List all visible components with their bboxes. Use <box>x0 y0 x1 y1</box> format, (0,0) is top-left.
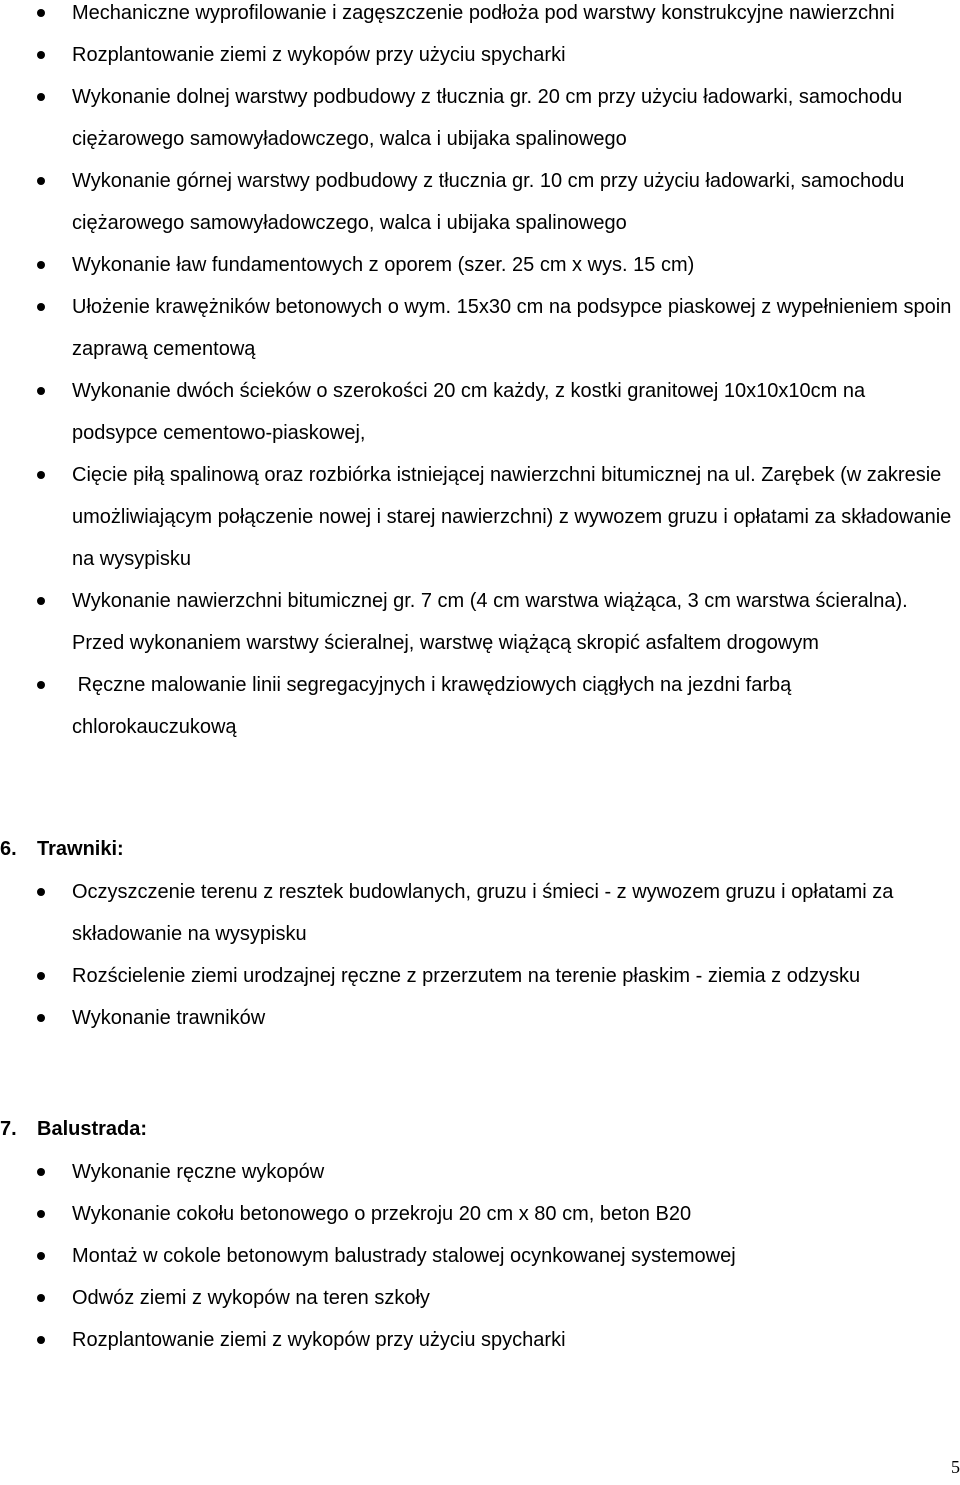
list-item-text: Ułożenie krawężników betonowych o wym. 15x30 cm na podsypce piaskowej z wypełnieniem spoin zaprawą cementową <box>72 296 952 360</box>
bullet-icon <box>37 597 45 605</box>
section-number: 6. <box>0 838 17 860</box>
list-item-text: Wykonanie cokołu betonowego o przekroju 20 cm x 80 cm, beton B20 <box>72 1203 692 1225</box>
work-items-list-balustrade <box>0 1151 960 1361</box>
list-item-text: Wykonanie górnej warstwy podbudowy z tłucznia gr. 10 cm przy użyciu ładowarki, samochodu ciężarowego samowyładowczego, walca i ubijaka spalinowego <box>72 170 905 234</box>
list-item <box>0 1319 960 1361</box>
list-item-text: Wykonanie dwóch ścieków o szerokości 20 cm każdy, z kostki granitowej 10x10x10cm na podsypce cementowo-piaskowej, <box>72 380 866 444</box>
bullet-icon <box>37 1252 45 1260</box>
section-number: 7. <box>0 1118 17 1140</box>
list-item-text: Cięcie piłą spalinową oraz rozbiórka istniejącej nawierzchni bitumicznej na ul. Zarębek (w zakresie umożliwiającym połączenie nowej i starej nawierzchni) z wywozem gruzu i opłatami za składowanie na wysypisku <box>72 464 952 570</box>
bullet-icon <box>37 303 45 311</box>
bullet-icon <box>37 972 45 980</box>
bullet-icon <box>37 1014 45 1022</box>
list-item-text: Odwóz ziemi z wykopów na teren szkoły <box>72 1287 430 1309</box>
bullet-icon <box>37 177 45 185</box>
list-item <box>0 160 960 244</box>
list-item <box>0 0 960 34</box>
list-item-text: Wykonanie trawników <box>72 1007 266 1029</box>
bullet-icon <box>37 1336 45 1344</box>
list-item <box>0 1193 960 1235</box>
list-item <box>0 454 960 580</box>
bullet-icon <box>37 681 45 689</box>
bullet-icon <box>37 471 45 479</box>
section-title: Balustrada: <box>37 1118 148 1140</box>
bullet-icon <box>37 1168 45 1176</box>
work-items-list-lawns <box>0 871 960 1039</box>
bullet-icon <box>37 1294 45 1302</box>
bullet-icon <box>37 888 45 896</box>
bullet-icon <box>37 261 45 269</box>
list-item <box>0 1151 960 1193</box>
list-item <box>0 871 960 955</box>
section-heading-lawns <box>0 828 124 870</box>
list-item-text: Mechaniczne wyprofilowanie i zagęszczenie podłoża pod warstwy konstrukcyjne nawierzchni <box>72 2 895 24</box>
section-title: Trawniki: <box>37 838 124 860</box>
list-item-text: Oczyszczenie terenu z resztek budowlanych, gruzu i śmieci - z wywozem gruzu i opłatami za składowanie na wysypisku <box>72 881 894 945</box>
list-item <box>0 580 960 664</box>
list-item <box>0 244 960 286</box>
list-item-text: Wykonanie ręczne wykopów <box>72 1161 325 1183</box>
bullet-icon <box>37 9 45 17</box>
list-item-text: Wykonanie nawierzchni bitumicznej gr. 7 cm (4 cm warstwa wiążąca, 3 cm warstwa ścieralna). Przed wykonaniem warstwy ścieralnej, warstwę wiążącą skropić asfaltem drogowym <box>72 590 908 654</box>
bullet-icon <box>37 387 45 395</box>
bullet-icon <box>37 51 45 59</box>
page-number: 5 <box>951 1457 960 1477</box>
list-item-text: Wykonanie ław fundamentowych z oporem (szer. 25 cm x wys. 15 cm) <box>72 254 695 276</box>
list-item <box>0 34 960 76</box>
list-item <box>0 997 960 1039</box>
list-item-text: Rozplantowanie ziemi z wykopów przy użyciu spycharki <box>72 44 566 66</box>
list-item-text: Ręczne malowanie linii segregacyjnych i krawędziowych ciągłych na jezdni farbą chlorokauczukową <box>72 674 792 738</box>
list-item-text: Rozplantowanie ziemi z wykopów przy użyciu spycharki <box>72 1329 566 1351</box>
list-item-text: Wykonanie dolnej warstwy podbudowy z tłucznia gr. 20 cm przy użyciu ładowarki, samochodu ciężarowego samowyładowczego, walca i ubijaka spalinowego <box>72 86 903 150</box>
list-item <box>0 1235 960 1277</box>
list-item <box>0 286 960 370</box>
section-heading-balustrade <box>0 1108 147 1150</box>
bullet-icon <box>37 93 45 101</box>
list-item <box>0 1277 960 1319</box>
list-item <box>0 955 960 997</box>
bullet-icon <box>37 1210 45 1218</box>
list-item <box>0 76 960 160</box>
list-item <box>0 664 960 748</box>
list-item <box>0 370 960 454</box>
list-item-text: Rozścielenie ziemi urodzajnej ręczne z przerzutem na terenie płaskim - ziemia z odzysku <box>72 965 861 987</box>
list-item-text: Montaż w cokole betonowym balustrady stalowej ocynkowanej systemowej <box>72 1245 736 1267</box>
